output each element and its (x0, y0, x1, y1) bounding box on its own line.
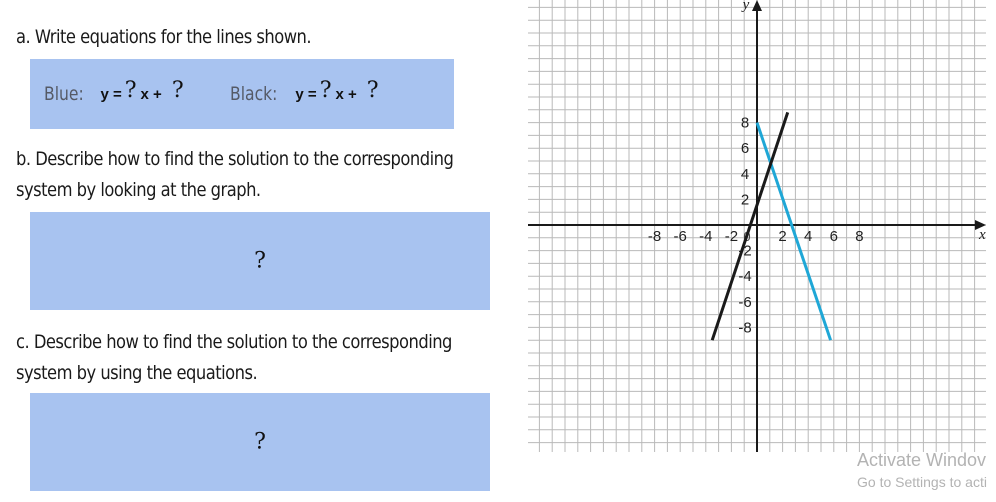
question-c-line2: system by using the equations. (16, 362, 258, 384)
blue-intercept-blank[interactable]: ? (171, 77, 184, 103)
y-tick-label: -8 (738, 319, 752, 337)
equation-answer-box[interactable] (30, 59, 454, 129)
answer-box-c[interactable] (30, 393, 490, 491)
y-tick-label: -2 (738, 242, 752, 260)
black-slope-blank[interactable]: ? (319, 77, 332, 103)
y-tick-label: -6 (738, 293, 752, 311)
y-tick-label: 4 (740, 165, 750, 183)
black-x-plus: x + (335, 85, 357, 103)
blue-y-equals: y = (100, 85, 122, 103)
blue-x-plus: x + (140, 85, 162, 103)
black-label: Black: (229, 83, 278, 105)
question-b-line2: system by looking at the graph. (16, 179, 261, 201)
black-intercept-blank[interactable]: ? (366, 77, 379, 103)
equation-row (30, 59, 454, 129)
blue-label: Blue: (44, 83, 84, 105)
watermark-line2: Go to Settings to acti (857, 474, 987, 490)
answer-b-blank: ? (254, 248, 266, 274)
y-tick-label: 2 (740, 191, 750, 209)
x-tick-label: 8 (855, 228, 864, 245)
x-tick-label: -8 (647, 228, 662, 245)
origin-label: 0 (743, 229, 751, 244)
y-tick-label: 8 (740, 114, 750, 132)
x-tick-label: 2 (778, 228, 787, 245)
blue-slope-blank[interactable]: ? (124, 77, 137, 103)
watermark-line1: Activate Windov (857, 450, 987, 470)
question-a: a. Write equations for the lines shown. (16, 26, 312, 48)
black-y-equals: y = (295, 85, 317, 103)
x-axis-label: x (979, 227, 986, 243)
x-tick-label: -4 (699, 228, 713, 245)
x-tick-label: 4 (804, 228, 813, 245)
y-axis-label: y (742, 0, 750, 13)
x-tick-label: 6 (829, 228, 838, 245)
x-tick-label: -2 (724, 228, 739, 245)
y-tick-label: -4 (738, 268, 752, 286)
coordinate-graph (526, 0, 996, 502)
answer-box-b[interactable] (30, 212, 490, 310)
question-c-line1: c. Describe how to find the solution to the corresponding (16, 331, 452, 353)
x-tick-label: -6 (673, 228, 687, 245)
y-axis-arrow (752, 0, 762, 11)
question-b-line1: b. Describe how to find the solution to the corresponding (16, 148, 454, 170)
blue-line (757, 123, 831, 341)
answer-c-blank: ? (254, 429, 266, 455)
y-tick-label: 6 (740, 140, 750, 158)
